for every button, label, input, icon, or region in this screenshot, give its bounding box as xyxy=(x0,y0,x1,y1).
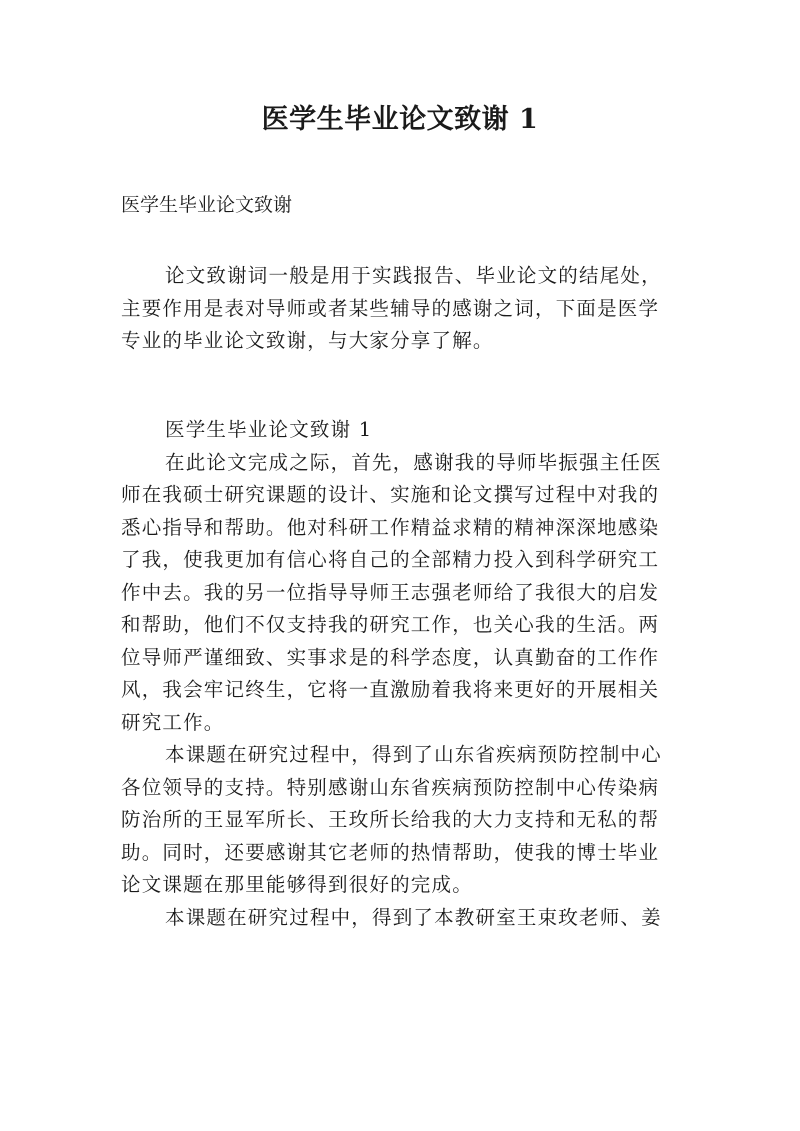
text-line: 风，我会牢记终生，它将一直激励着我将来更好的开展相关 xyxy=(121,678,660,701)
text-line: 师在我硕士研究课题的设计、实施和论文撰写过程中对我的 xyxy=(121,483,660,506)
paragraph-3 xyxy=(121,902,689,935)
text-line: 悉心指导和帮助。他对科研工作精益求精的精神深深地感染 xyxy=(121,515,660,539)
text-line: 专业的毕业论文致谢，与大家分享了解。 xyxy=(121,329,494,352)
text-line: 作中去。我的另一位指导导师王志强老师给了我很大的启发 xyxy=(121,580,660,604)
text-line: 论文课题在那里能够得到很好的完成。 xyxy=(121,873,473,896)
paragraph-1 xyxy=(121,447,689,740)
intro-paragraph xyxy=(121,260,689,358)
text-line: 和帮助，他们不仅支持我的研究工作，也关心我的生活。两 xyxy=(121,613,660,636)
text-line: 本课题在研究过程中，得到了山东省疾病预防控制中心 xyxy=(165,743,662,766)
text-line: 各位领导的支持。特别感谢山东省疾病预防控制中心传染病 xyxy=(121,775,660,799)
text-line: 论文致谢词一般是用于实践报告、毕业论文的结尾处， xyxy=(165,264,662,287)
text-line: 助。同时，还要感谢其它老师的热情帮助，使我的博士毕业 xyxy=(121,840,660,864)
text-line: 本课题在研究过程中，得到了本教研室王束玫老师、姜 xyxy=(165,905,662,929)
text-line: 防治所的王显军所长、王玫所长给我的大力支持和无私的帮 xyxy=(121,808,660,831)
paragraph-2 xyxy=(121,739,689,902)
section-body xyxy=(121,414,689,934)
text-line: 位导师严谨细致、实事求是的科学态度，认真勤奋的工作作 xyxy=(121,645,660,669)
text-line: 在此论文完成之际，首先，感谢我的导师毕振强主任医 xyxy=(165,450,662,474)
text-line: 了我，使我更加有信心将自己的全部精力投入到科学研究工 xyxy=(121,548,660,571)
text-line: 研究工作。 xyxy=(121,710,225,734)
document-subtitle: 医学生毕业论文致谢 xyxy=(121,194,293,216)
document-title: 医学生毕业论文致谢 1 xyxy=(261,104,539,135)
section-heading: 医学生毕业论文致谢 1 xyxy=(165,418,373,441)
text-line: 主要作用是表对导师或者某些辅导的感谢之词，下面是医学 xyxy=(121,296,660,320)
